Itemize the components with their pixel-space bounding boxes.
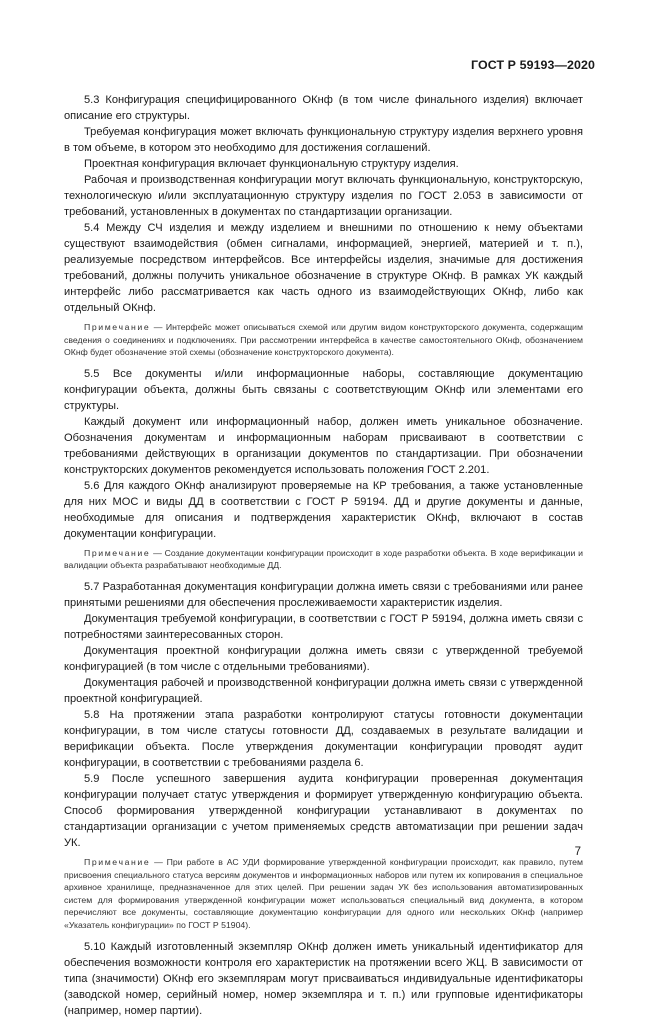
- paragraph-document-designation: Каждый документ или информационный набор, должен иметь уникальное обозначение. Обозначения документам и информационным наборам присваивают в соответствии с требованиями действующих в организации документов по стандартизации. При обозначении конструкторских документов рекомендуется использовать положения ГОСТ 2.201.: [64, 415, 583, 476]
- note-label: Примечание: [84, 547, 151, 558]
- note-interface: [64, 321, 583, 359]
- note-text: — Создание документации конфигурации происходит в ходе разработки объекта. В ходе верификации и валидации объекта разрабатывают необходимые ДД.: [64, 547, 583, 571]
- paragraph-design-config-docs: Документация проектной конфигурации должна иметь связи с утвержденной требуемой конфигурацией (в том числе с отдельными требованиями).: [64, 644, 583, 673]
- standard-code-header: ГОСТ Р 59193—2020: [471, 58, 595, 72]
- paragraph-5-5: 5.5 Все документы и/или информационные наборы, составляющие документацию конфигурации объекта, должны быть связаны с соответствующим ОКнф или элементами его структуры.: [64, 367, 583, 412]
- paragraph-5-7: 5.7 Разработанная документация конфигурации должна иметь связи с требованиями или ранее принятыми решениями для обеспечения прослеживаемости характеристик изделия.: [64, 580, 583, 609]
- note-text: — При работе в АС УДИ формирование утвержденной конфигурации происходит, как правило, путем присвоения специального статуса версиям документов и информационных наборов или путем их копирования в специальное архивное хранилище, предназначенное для этих целей. При решении задач УК без использования автоматизированных систем для формирования утвержденной конфигурации может использоваться специальный вид документа, в котором перечисляют все документы, составляющие документацию конфигурации для одного или нескольких ОКнф (например «Указатель конфигурации» по ГОСТ Р 51904).: [64, 856, 583, 930]
- page-number: 7: [574, 846, 581, 858]
- paragraph-5-4: 5.4 Между СЧ изделия и между изделием и внешними по отношению к нему объектами существуют взаимодействия (обмен сигналами, информацией, энергией, материей и т. п.), реализуемые посредством интерфейсов. Все интерфейсы изделия, значимые для достижения требований, должны получить уникальное обозначение в структуре ОКнф. В рамках УК каждый интерфейс либо рассматривается как часть одного из взаимодействующих ОКнф, либо как отдельный ОКнф.: [64, 222, 583, 314]
- note-documentation-creation: [64, 547, 583, 572]
- paragraph-required-config: Требуемая конфигурация может включать функциональную структуру изделия верхнего уровня в том объеме, в котором это необходимо для достижения соглашений.: [64, 126, 583, 154]
- note-approved-config: [64, 856, 583, 932]
- paragraph-working-config: Рабочая и производственная конфигурации могут включать функциональную, конструкторскую, технологическую и/или эксплуатационную структуру изделия по ГОСТ 2.053 в зависимости от требований, установленных в документах по стандартизации организации.: [64, 174, 583, 218]
- note-label: Примечание: [84, 322, 151, 332]
- paragraph-5-6: 5.6 Для каждого ОКнф анализируют проверяемые на КР требования, а также установленные для них МОС и виды ДД в соответствии с ГОСТ Р 59194. ДД и другие документы и данные, необходимые для описания и подтверждения характеристик ОКнф, включают в состав документации конфигурации.: [64, 479, 583, 540]
- page-body: [64, 92, 583, 1019]
- note-text: — Интерфейс может описываться схемой или другим видом конструкторского документа, содержащим сведения о соединениях и подключениях. При рассмотрении интерфейса в качестве самостоятельного ОКнф, обозначением ОКнф будет обозначение этой схемы (обозначение конструкторского документа).: [64, 322, 583, 358]
- paragraph-5-3: 5.3 Конфигурация специфицированного ОКнф (в том числе финального изделия) включает описание его структуры.: [64, 94, 583, 122]
- paragraph-5-10: 5.10 Каждый изготовленный экземпляр ОКнф должен иметь уникальный идентификатор для обеспечения возможности контроля его характеристик на протяжении всего ЖЦ. В зависимости от типа (значимости) ОКнф его экземплярам могут присваиваться индивидуальные идентификаторы (заводской номер, серийный номер, номер экземпляра и т. п.) или групповые идентификаторы (например, номер партии).: [64, 940, 583, 1017]
- paragraph-5-9: 5.9 После успешного завершения аудита конфигурации проверенная документация конфигурации получает статус утверждения и формирует утвержденную конфигурацию объекта. Способ формирования утвержденной конфигурации устанавливают в документах по стандартизации организации с учетом применяемых средств автоматизации при решении задач УК.: [64, 772, 583, 849]
- paragraph-required-config-docs: Документация требуемой конфигурации, в соответствии с ГОСТ Р 59194, должна иметь связи с потребностями заинтересованных сторон.: [64, 612, 583, 641]
- paragraph-design-config: Проектная конфигурация включает функциональную структуру изделия.: [84, 158, 459, 170]
- paragraph-5-8: 5.8 На протяжении этапа разработки контролируют статусы готовности документации конфигурации, в том числе статусы готовности ДД, создаваемых в результате валидации и верификации объекта. После утверждения документации конфигурации проводят аудит конфигурации, в соответствии с требованиями раздела 6.: [64, 708, 583, 769]
- paragraph-working-config-docs: Документация рабочей и производственной конфигурации должна иметь связи с утвержденной проектной конфигурацией.: [64, 676, 583, 705]
- note-label: Примечание: [84, 856, 151, 867]
